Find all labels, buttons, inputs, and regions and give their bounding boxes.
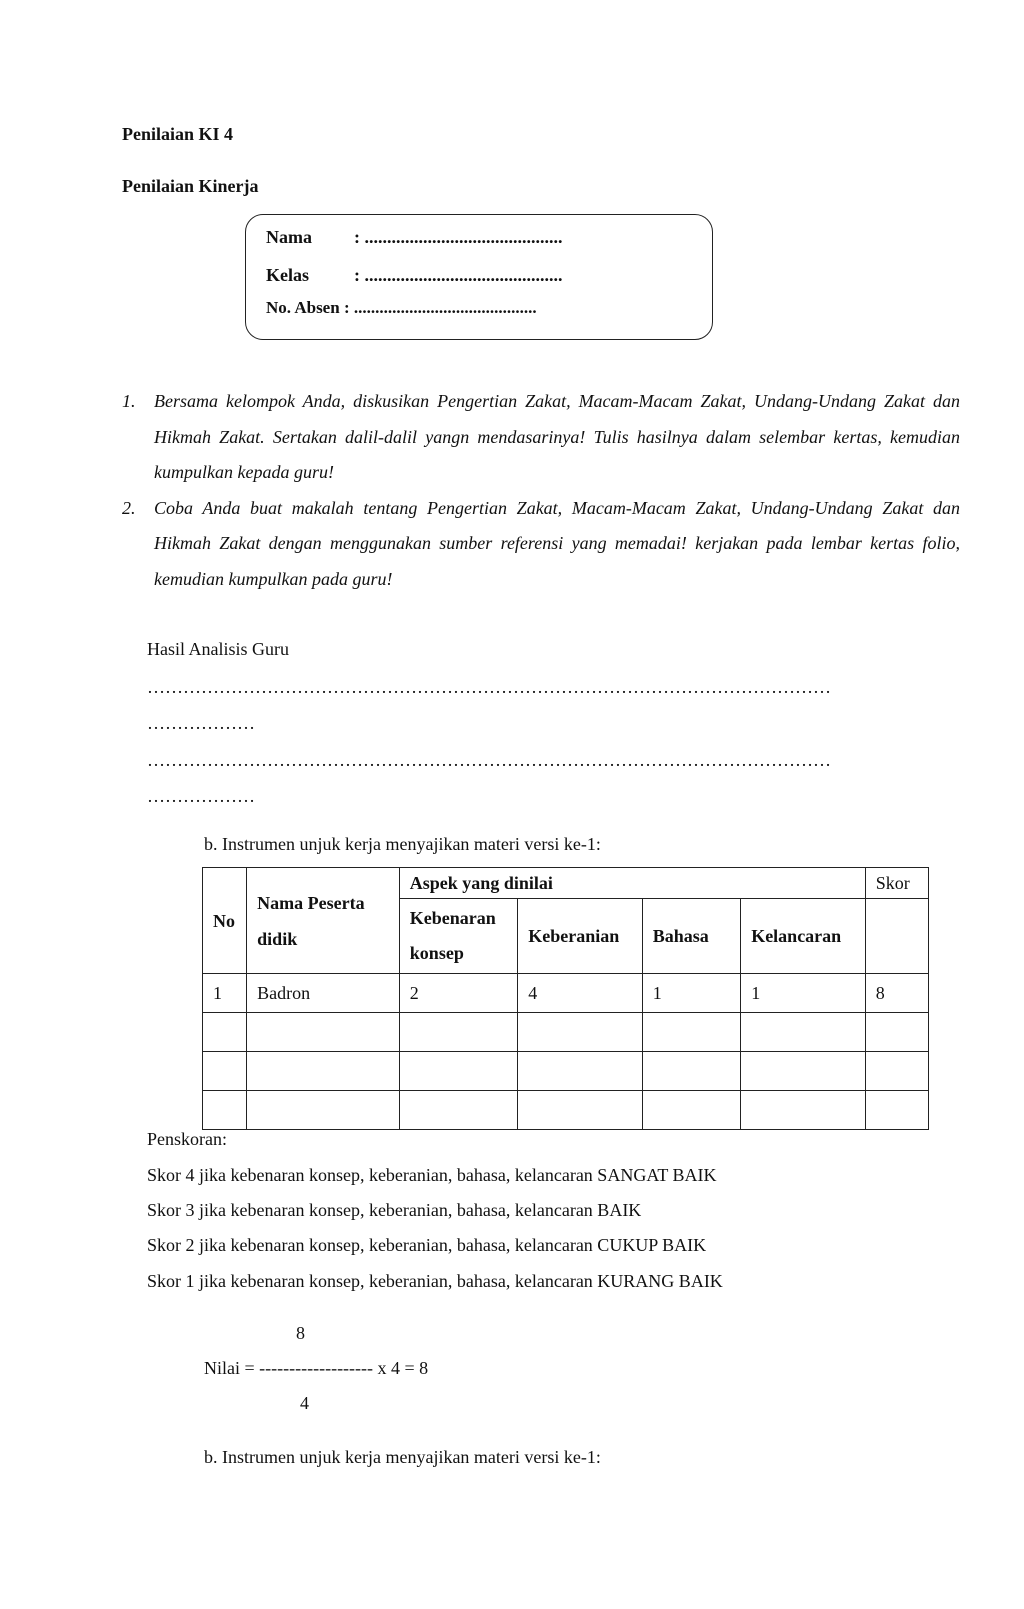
task-list <box>122 384 960 597</box>
analysis-line: …………………………………………………………………………………………………… <box>147 750 831 770</box>
cell-bahasa: 1 <box>642 974 740 1013</box>
nama-row <box>266 227 563 248</box>
nama-field: : ............................................ <box>354 227 563 247</box>
cell-keberanian: 4 <box>518 974 643 1013</box>
header-bahasa: Bahasa <box>642 899 740 974</box>
scoring-line: Skor 1 jika kebenaran konsep, keberanian, bahasa, kelancaran KURANG BAIK <box>147 1271 723 1291</box>
task-number: 1. <box>122 391 136 411</box>
header-aspek: Aspek yang dinilai <box>399 868 865 899</box>
task-number: 2. <box>122 497 136 518</box>
analysis-line: ……………… <box>147 786 255 806</box>
heading-ki4: Penilaian KI 4 <box>122 124 234 144</box>
scoring-line: Skor 4 jika kebenaran konsep, keberanian, bahasa, kelancaran SANGAT BAIK <box>147 1165 717 1185</box>
header-nama: Nama Peserta didik <box>247 868 400 974</box>
formula-numerator: 8 <box>296 1323 305 1343</box>
scoring-line: Skor 3 jika kebenaran konsep, keberanian, bahasa, kelancaran BAIK <box>147 1200 642 1220</box>
analysis-line: …………………………………………………………………………………………………… <box>147 677 831 697</box>
table-row <box>203 974 929 1013</box>
analysis-line: ……………… <box>147 713 255 733</box>
cell-skor: 8 <box>865 974 928 1013</box>
kelas-row <box>266 265 563 286</box>
scoring-line: Skor 2 jika kebenaran konsep, keberanian, bahasa, kelancaran CUKUP BAIK <box>147 1235 707 1255</box>
header-skor: Skor <box>865 868 928 899</box>
header-keberanian: Keberanian <box>518 899 643 974</box>
task-text: Bersama kelompok Anda, diskusikan Pengertian Zakat, Macam-Macam Zakat, Undang-Undang Zakat dan Hikmah Zakat. Sertakan dalil-dalil yangn mendasarinya! Tulis hasilnya dalam selembar kertas, kemudian kumpulkan kepada guru! <box>154 391 960 482</box>
kelas-field: : ............................................ <box>354 265 563 285</box>
task-item <box>122 491 960 598</box>
absen-row <box>266 298 537 318</box>
table-row <box>203 1091 929 1130</box>
scoring-title: Penskoran: <box>147 1129 227 1149</box>
task-text: Coba Anda buat makalah tentang Pengertian Zakat, Macam-Macam Zakat, Undang-Undang Zakat dan Hikmah Zakat dengan menggunakan sumber referensi yang memadai! kerjakan pada lembar kertas folio, kemudian kumpulkan pada guru! <box>154 497 960 589</box>
header-no: No <box>203 868 247 974</box>
nama-label: Nama <box>266 227 312 247</box>
header-kelancaran: Kelancaran <box>741 899 866 974</box>
absen-label: No. Absen <box>266 298 340 317</box>
instrument-caption-2: b. Instrumen unjuk kerja menyajikan materi versi ke-1: <box>204 1447 601 1467</box>
instrument-caption: b. Instrumen unjuk kerja menyajikan materi versi ke-1: <box>204 834 601 854</box>
absen-field: : ........................................... <box>343 298 537 317</box>
identity-box <box>245 214 713 340</box>
cell-kebenaran: 2 <box>399 974 517 1013</box>
cell-kelancaran: 1 <box>741 974 866 1013</box>
header-skor-blank <box>865 899 928 974</box>
cell-no: 1 <box>203 974 247 1013</box>
table-row <box>203 1052 929 1091</box>
assessment-table <box>202 867 929 1130</box>
task-item <box>122 384 960 491</box>
analysis-title: Hasil Analisis Guru <box>147 639 289 659</box>
heading-kinerja: Penilaian Kinerja <box>122 176 259 196</box>
table-row <box>203 1013 929 1052</box>
formula-line: Nilai = ------------------- x 4 = 8 <box>204 1358 429 1378</box>
cell-nama: Badron <box>247 974 400 1013</box>
kelas-label: Kelas <box>266 265 309 285</box>
header-kebenaran: Kebenaran konsep <box>399 899 517 974</box>
formula-denominator: 4 <box>300 1393 309 1413</box>
